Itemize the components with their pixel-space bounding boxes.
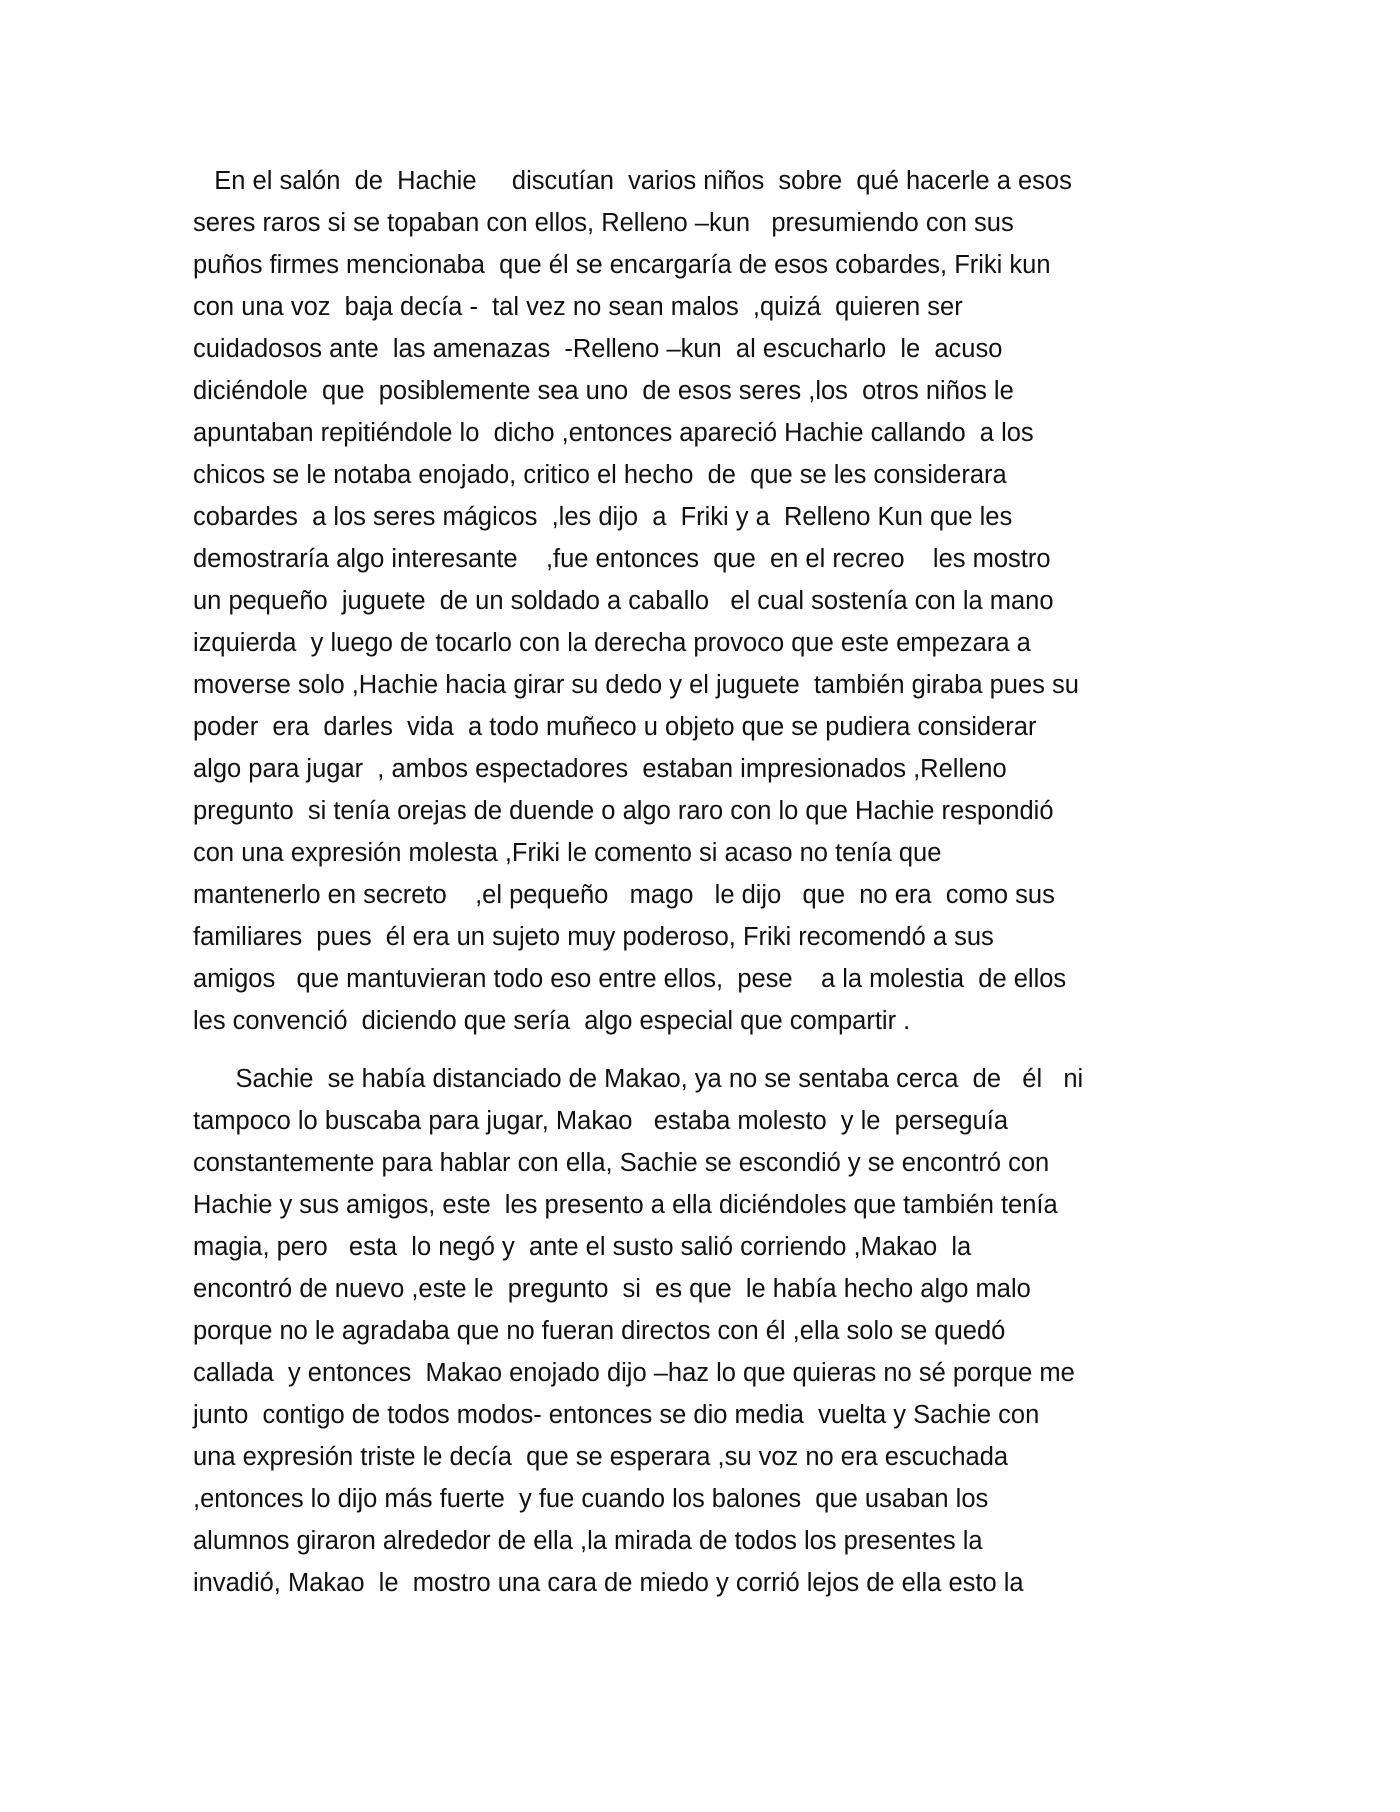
text-line: constantemente para hablar con ella, Sachie se escondió y se encontró con (193, 1149, 1050, 1177)
text-line: mantenerlo en secreto ,el pequeño mago le dijo que no era como sus (193, 881, 1055, 909)
text-line: ,entonces lo dijo más fuerte y fue cuando los balones que usaban los (193, 1485, 989, 1513)
text-line: una expresión triste le decía que se esperara ,su voz no era escuchada (193, 1443, 1009, 1471)
text-line: demostraría algo interesante ,fue entonces que en el recreo les mostro (193, 545, 1051, 573)
text-line: invadió, Makao le mostro una cara de miedo y corrió lejos de ella esto la (193, 1569, 1024, 1597)
text-line: Hachie y sus amigos, este les presento a ella diciéndoles que también tenía (193, 1191, 1058, 1219)
text-line: moverse solo ,Hachie hacia girar su dedo y el juguete también giraba pues su (193, 671, 1079, 699)
text-line: les convenció diciendo que sería algo especial que compartir . (193, 1007, 911, 1035)
text-line: porque no le agradaba que no fueran directos con él ,ella solo se quedó (193, 1317, 1006, 1345)
text-line: con una expresión molesta ,Friki le comento si acaso no tenía que (193, 839, 942, 867)
text-line: familiares pues él era un sujeto muy poderoso, Friki recomendó a sus (193, 923, 994, 951)
text-line: diciéndole que posiblemente sea uno de esos seres ,los otros niños le (193, 377, 1014, 405)
text-line: algo para jugar , ambos espectadores estaban impresionados ,Relleno (193, 755, 1007, 783)
text-line: puños firmes mencionaba que él se encargaría de esos cobardes, Friki kun (193, 251, 1051, 279)
text-line: magia, pero esta lo negó y ante el susto salió corriendo ,Makao la (193, 1233, 972, 1261)
text-line: izquierda y luego de tocarlo con la derecha provoco que este empezara a (193, 629, 1031, 657)
text-line: pregunto si tenía orejas de duende o algo raro con lo que Hachie respondió (193, 797, 1054, 825)
document-body (193, 160, 1213, 1604)
text-line: alumnos giraron alrededor de ella ,la mirada de todos los presentes la (193, 1527, 983, 1555)
text-line: callada y entonces Makao enojado dijo –haz lo que quieras no sé porque me (193, 1359, 1075, 1387)
text-line: chicos se le notaba enojado, critico el hecho de que se les considerara (193, 461, 1007, 489)
text-line: En el salón de Hachie discutían varios niños sobre qué hacerle a esos (193, 167, 1072, 195)
text-line: un pequeño juguete de un soldado a caballo el cual sostenía con la mano (193, 587, 1054, 615)
text-line: poder era darles vida a todo muñeco u objeto que se pudiera considerar (193, 713, 1037, 741)
text-line: cuidadosos ante las amenazas -Relleno –kun al escucharlo le acuso (193, 335, 1003, 363)
text-line: junto contigo de todos modos- entonces se dio media vuelta y Sachie con (193, 1401, 1040, 1429)
text-line: Sachie se había distanciado de Makao, ya no se sentaba cerca de él ni (193, 1065, 1084, 1093)
text-line: apuntaban repitiéndole lo dicho ,entonces apareció Hachie callando a los (193, 419, 1034, 447)
text-line: tampoco lo buscaba para jugar, Makao estaba molesto y le perseguía (193, 1107, 1009, 1135)
text-line: cobardes a los seres mágicos ,les dijo a Friki y a Relleno Kun que les (193, 503, 1013, 531)
paragraph-2 (193, 1058, 1213, 1604)
text-line: con una voz baja decía - tal vez no sean malos ,quizá quieren ser (193, 293, 963, 321)
paragraph-1 (193, 160, 1213, 1042)
text-line: encontró de nuevo ,este le pregunto si es que le había hecho algo malo (193, 1275, 1031, 1303)
text-line: amigos que mantuvieran todo eso entre ellos, pese a la molestia de ellos (193, 965, 1067, 993)
text-line: seres raros si se topaban con ellos, Relleno –kun presumiendo con sus (193, 209, 1014, 237)
